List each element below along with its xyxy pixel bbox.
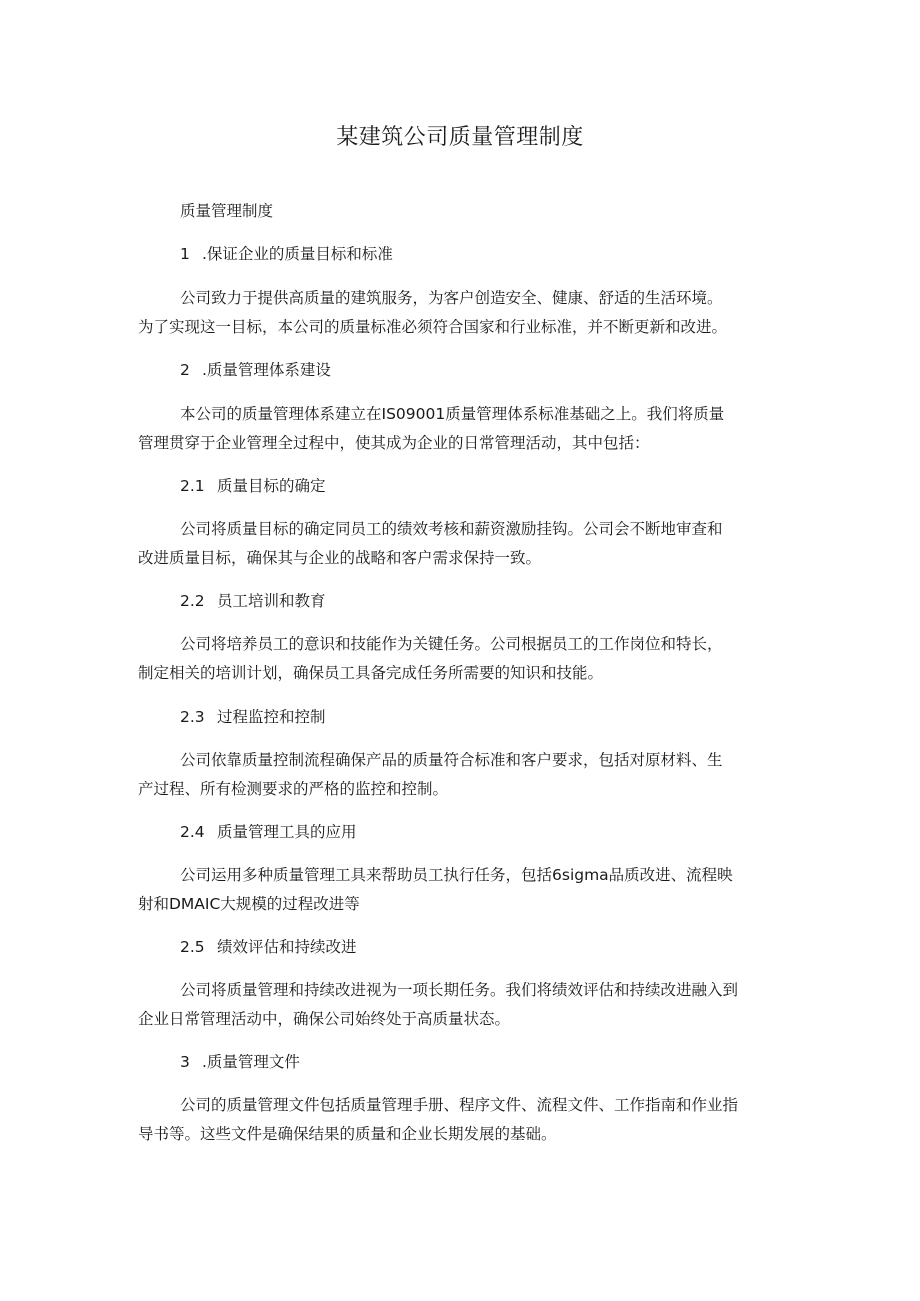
section-2-4-number: 2.4 (180, 823, 205, 841)
section-2-1-title: 质量目标的确定 (217, 477, 326, 495)
section-2-3-paragraph-line-1: 公司依靠质量控制流程确保产品的质量符合标准和客户要求，包括对原材料、生 (180, 751, 723, 769)
section-2-5-title: 绩效评估和持续改进 (217, 938, 357, 956)
section-2-5-paragraph-line-2: 企业日常管理活动中，确保公司始终处于高质量状态。 (138, 1010, 511, 1028)
section-3-paragraph-line-1: 公司的质量管理文件包括质量管理手册、程序文件、流程文件、工作指南和作业指 (180, 1096, 739, 1114)
section-2-2-heading (180, 590, 326, 612)
section-2-4-heading (180, 821, 357, 843)
section-2-5-heading (180, 936, 357, 958)
section-2-4-title: 质量管理工具的应用 (217, 823, 357, 841)
section-3-title: .质量管理文件 (202, 1053, 300, 1071)
section-2-2-paragraph-line-1: 公司将培养员工的意识和技能作为关键任务。公司根据员工的工作岗位和特长， (180, 635, 723, 653)
section-2-paragraph-line-1: 本公司的质量管理体系建立在IS09001质量管理体系标准基础之上。我们将质量 (180, 405, 725, 423)
section-2-title: .质量管理体系建设 (202, 361, 331, 379)
section-2-2-title: 员工培训和教育 (217, 592, 326, 610)
section-2-4-paragraph-line-1: 公司运用多种质量管理工具来帮助员工执行任务，包括6sigma品质改进、流程映 (180, 866, 733, 884)
section-1-paragraph-line-1: 公司致力于提供高质量的建筑服务，为客户创造安全、健康、舒适的生活环境。 (180, 289, 723, 307)
section-2-4-paragraph-line-2: 射和DMAIC大规模的过程改进等 (138, 895, 360, 913)
intro-heading: 质量管理制度 (180, 202, 274, 220)
section-1-paragraph-line-2: 为了实现这一目标，本公司的质量标准必须符合国家和行业标准，并不断更新和改进。 (138, 318, 728, 336)
section-3-heading (180, 1051, 300, 1073)
section-2-2-number: 2.2 (180, 592, 205, 610)
section-2-3-paragraph-line-2: 产过程、所有检测要求的严格的监控和控制。 (138, 780, 449, 798)
section-2-heading (180, 359, 331, 381)
section-2-5-number: 2.5 (180, 938, 205, 956)
section-3-paragraph-line-2: 导书等。这些文件是确保结果的质量和企业长期发展的基础。 (138, 1125, 557, 1143)
section-2-3-number: 2.3 (180, 708, 205, 726)
section-2-1-heading (180, 475, 326, 497)
section-3-number: 3 (180, 1053, 190, 1071)
section-2-1-number: 2.1 (180, 477, 205, 495)
section-1-number: 1 (180, 245, 190, 263)
section-2-3-title: 过程监控和控制 (217, 708, 326, 726)
section-2-paragraph-line-2: 管理贯穿于企业管理全过程中，使其成为企业的日常管理活动，其中包括： (138, 434, 650, 452)
section-1-heading (180, 243, 393, 265)
section-2-2-paragraph-line-2: 制定相关的培训计划，确保员工具备完成任务所需要的知识和技能。 (138, 664, 604, 682)
section-2-number: 2 (180, 361, 190, 379)
section-2-1-paragraph-line-1: 公司将质量目标的确定同员工的绩效考核和薪资激励挂钩。公司会不断地审查和 (180, 520, 723, 538)
section-1-title: .保证企业的质量目标和标准 (202, 245, 393, 263)
section-2-1-paragraph-line-2: 改进质量目标，确保其与企业的战略和客户需求保持一致。 (138, 549, 542, 567)
document-title: 某建筑公司质量管理制度 (336, 125, 584, 150)
section-2-5-paragraph-line-1: 公司将质量管理和持续改进视为一项长期任务。我们将绩效评估和持续改进融入到 (180, 981, 739, 999)
section-2-3-heading (180, 706, 326, 728)
